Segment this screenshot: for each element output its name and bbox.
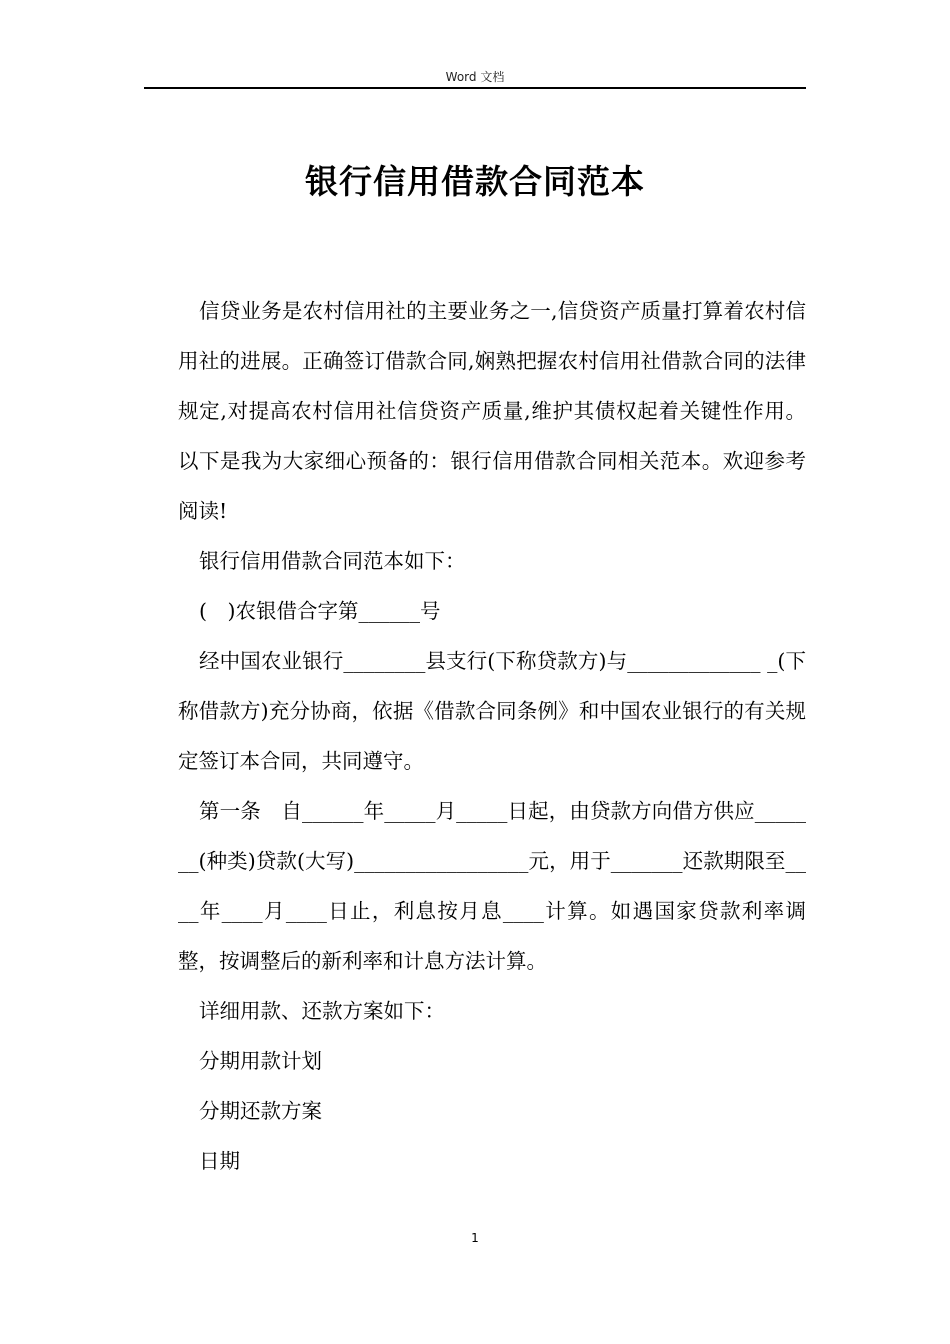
document-body	[178, 286, 806, 1186]
paragraph-contract-number: ( )农银借合字第______号	[199, 599, 441, 623]
paragraph-date: 日期	[199, 1149, 240, 1173]
document-title: 银行信用借款合同范本	[305, 162, 645, 201]
paragraph-intro: 信贷业务是农村信用社的主要业务之一,信贷资产质量打算着农村信用社的进展。正确签订借款合同,娴熟把握农村信用社借款合同的法律规定,对提高农村信用社信贷资产质量,维护其债权起着关键性作用。以下是我为大家细心预备的：银行信用借款合同相关范本。欢迎参考阅读!	[178, 299, 806, 523]
page-number: 1	[471, 1231, 479, 1245]
paragraph-disbursement-plan: 分期用款计划	[199, 1049, 322, 1073]
page-header-label: Word 文档	[445, 70, 505, 84]
paragraph-lead-in: 银行信用借款合同范本如下：	[199, 549, 466, 573]
paragraph-plan-intro: 详细用款、还款方案如下：	[199, 999, 445, 1023]
paragraph-article-one: 第一条 自______年_____月_____日起，由贷款方向借方供应_______(种类)贷款(大写)_________________元，用于_______还款期限至____年____月____日止，利息按月息____计算。如遇国家贷款利率调整，按调整后的新利率和计息方法计算。	[178, 799, 806, 973]
header-divider	[144, 87, 806, 89]
paragraph-repayment-plan: 分期还款方案	[199, 1099, 322, 1123]
paragraph-parties: 经中国农业银行________县支行(下称贷款方)与_____________ _(下称借款方)充分协商，依据《借款合同条例》和中国农业银行的有关规定签订本合同，共同遵守。	[178, 649, 806, 773]
